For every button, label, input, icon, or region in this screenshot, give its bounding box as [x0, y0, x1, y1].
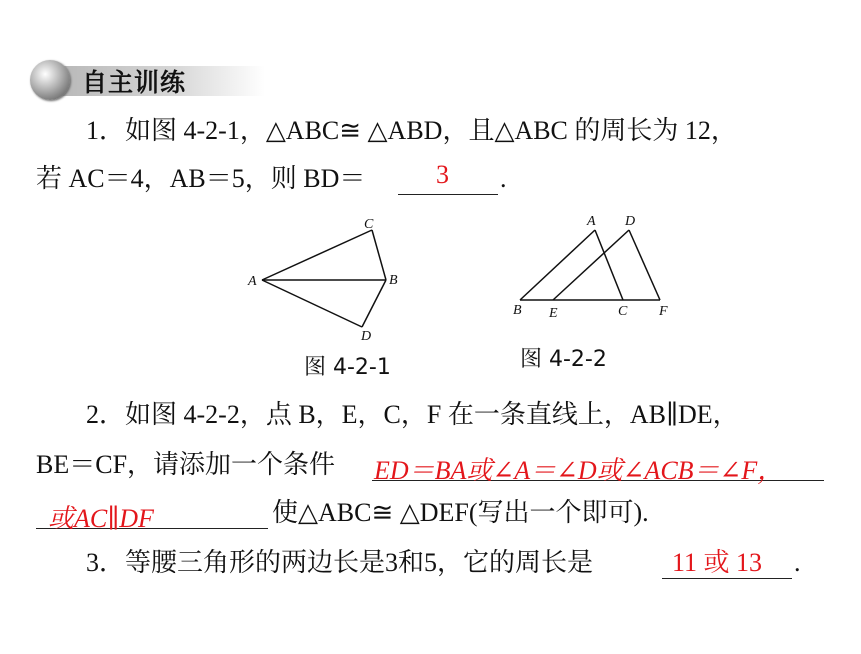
fig2-caption: 图 4-2-2	[520, 347, 607, 372]
fig2-side-ac	[595, 230, 623, 300]
fig1-side-ad	[262, 280, 362, 327]
fig1-label-d: D	[361, 329, 372, 344]
q2-answer-blank-1	[372, 450, 824, 485]
fig1-label-c: C	[364, 217, 374, 232]
fig1-label-b: B	[389, 273, 398, 288]
q1-answer-blank	[398, 160, 498, 195]
q3-answer: 11 或 13	[672, 548, 763, 577]
fig1-side-bd	[362, 280, 386, 327]
q3-line-end: .	[794, 548, 801, 577]
fig2-side-ab	[520, 230, 595, 300]
q2-answer-part2: 或AC∥DF	[48, 504, 154, 533]
fig2-side-df	[629, 230, 660, 300]
q1-line1: 1．如图 4-2-1，△ABC≅ △ABD，且△ABC 的周长为 12，	[86, 116, 737, 145]
fig2-label-f: F	[659, 304, 668, 319]
fig2-label-b: B	[513, 303, 522, 318]
fig2-side-ed	[553, 230, 629, 300]
q1-line2: 若 AC＝4，AB＝5，则 BD＝	[36, 164, 366, 193]
fig1-label-a: A	[248, 274, 257, 289]
fig1-caption: 图 4-2-1	[304, 355, 391, 380]
q2-line3-end: 使△ABC≅ △DEF(写出一个即可).	[272, 498, 649, 527]
q3-answer-blank	[662, 548, 792, 579]
q1-answer: 3	[436, 160, 449, 189]
fig2-label-c: C	[618, 304, 628, 319]
fig1-side-cb	[372, 230, 386, 280]
fig2-label-e: E	[549, 306, 558, 321]
q3-line: 3．等腰三角形的两边长是3和5，它的周长是	[86, 548, 594, 577]
q2-answer-blank-2	[36, 498, 268, 533]
section-title: 自主训练	[82, 68, 187, 97]
q1-line2-end: .	[500, 164, 507, 193]
figure-4-2-2	[505, 205, 685, 325]
fig2-label-a: A	[587, 214, 596, 229]
q2-line2: BE＝CF，请添加一个条件	[36, 450, 336, 479]
figure-4-2-1	[240, 210, 410, 345]
sphere-icon	[30, 60, 70, 100]
fig2-label-d: D	[625, 214, 636, 229]
fig1-side-ac	[262, 230, 372, 280]
q2-answer-part1: ED＝BA或∠A＝∠D或∠ACB＝∠F，	[374, 456, 784, 485]
q2-line1: 2．如图 4-2-2，点 B，E，C，F 在一条直线上，AB∥DE，	[86, 400, 739, 429]
section-header	[30, 60, 268, 102]
